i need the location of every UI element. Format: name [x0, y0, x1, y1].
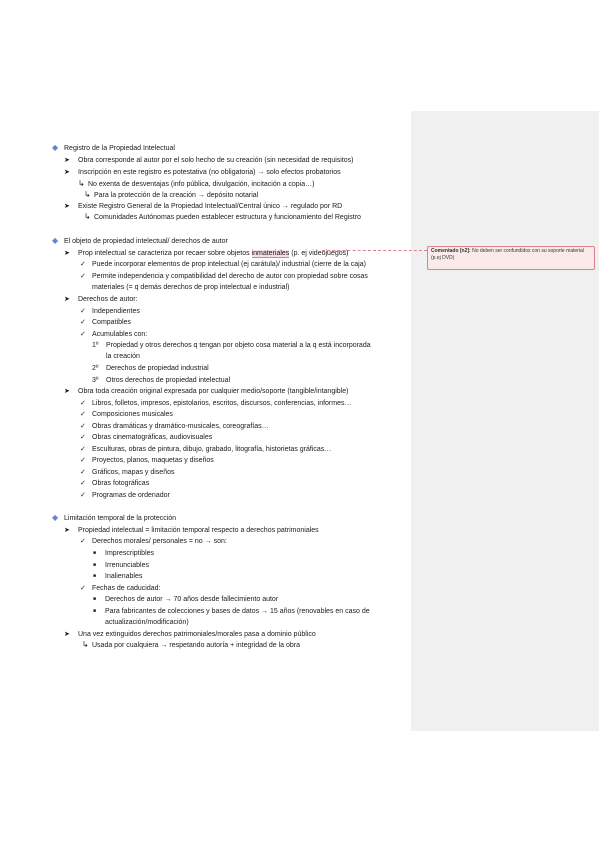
arrowhead-bullet-icon: ➤ — [64, 157, 70, 164]
return-arrow-icon: ↳ — [84, 212, 91, 221]
return-arrow-icon: ↳ — [84, 190, 91, 199]
list-item: Obras dramáticas y dramático-musicales, coreografías… — [92, 423, 269, 430]
checkmark-bullet-icon: ✓ — [80, 261, 86, 268]
list-item: Independientes — [92, 308, 140, 315]
diamond-bullet-icon: ◆ — [52, 236, 59, 245]
list-item: Acumulables con: — [92, 331, 148, 338]
return-arrow-icon: ↳ — [78, 179, 85, 188]
list-item: Composiciones musicales — [92, 411, 173, 418]
list-item: Usada por cualquiera → respetando autoría + integridad de la obra — [92, 642, 300, 649]
checkmark-bullet-icon: ✓ — [80, 331, 86, 338]
checkmark-bullet-icon: ✓ — [80, 423, 86, 430]
list-item: Permite independencia y compatibilidad del derecho de autor con propiedad sobre cosas — [92, 273, 368, 280]
list-item: Libros, folletos, impresos, epistolarios, escritos, discursos, conferencias, informes… — [92, 400, 352, 407]
list-item: Obra toda creación original expresada por cualquier medio/soporte (tangible/intangible) — [78, 388, 349, 395]
section-heading: Registro de la Propiedad Intelectual — [64, 145, 175, 152]
arrowhead-bullet-icon: ➤ — [64, 631, 70, 638]
list-item: Derechos de autor: — [78, 296, 138, 303]
list-item-continuation: actualización/modificación) — [105, 619, 189, 626]
checkmark-bullet-icon: ✓ — [80, 457, 86, 464]
checkmark-bullet-icon: ✓ — [80, 480, 86, 487]
commented-text[interactable]: inmateriales — [251, 250, 290, 257]
list-item: Para la protección de la creación → depósito notarial — [94, 192, 259, 199]
list-item-continuation: materiales (= q demás derechos de prop intelectual e industrial) — [92, 284, 290, 291]
comment-balloon[interactable] — [427, 246, 595, 270]
square-bullet-icon: ■ — [93, 550, 97, 556]
list-item — [78, 249, 348, 258]
list-item: Puede incorporar elementos de prop intelectual (ej carátula)/ industrial (cierre de la caja) — [92, 261, 366, 268]
text-run: Prop intelectual se caracteriza por recaer sobre objetos — [78, 250, 250, 257]
checkmark-bullet-icon: ✓ — [80, 585, 86, 592]
checkmark-bullet-icon: ✓ — [80, 538, 86, 545]
comment-text: No deben ser confundidos con su soporte material (p.ej DVD) — [431, 248, 584, 261]
list-item: Derechos de propiedad industrial — [106, 365, 209, 372]
checkmark-bullet-icon: ✓ — [80, 308, 86, 315]
square-bullet-icon: ■ — [93, 608, 97, 614]
checkmark-bullet-icon: ✓ — [80, 273, 86, 280]
comment-margin-pane — [411, 111, 599, 731]
list-item: Irrenunciables — [105, 562, 149, 569]
checkmark-bullet-icon: ✓ — [80, 492, 86, 499]
list-item: No exenta de desventajas (info pública, divulgación, incitación a copia…) — [88, 181, 315, 188]
ordinal-marker: 1º — [92, 342, 99, 349]
list-item: Fechas de caducidad: — [92, 585, 161, 592]
comment-author: Comentado [n2]: — [431, 248, 471, 254]
list-item: Esculturas, obras de pintura, dibujo, grabado, litografía, historietas gráficas… — [92, 446, 332, 453]
diamond-bullet-icon: ◆ — [52, 143, 59, 152]
checkmark-bullet-icon: ✓ — [80, 411, 86, 418]
list-item: Para fabricantes de colecciones y bases de datos → 15 años (renovables en caso de — [105, 608, 370, 615]
ordinal-marker: 3º — [92, 377, 99, 384]
checkmark-bullet-icon: ✓ — [80, 446, 86, 453]
arrowhead-bullet-icon: ➤ — [64, 296, 70, 303]
list-item: Derechos morales/ personales = no → son: — [92, 538, 227, 545]
list-item: Derechos de autor → 70 años desde fallecimiento autor — [105, 596, 279, 603]
list-item: Compatibles — [92, 319, 131, 326]
square-bullet-icon: ■ — [93, 562, 97, 568]
list-item: Imprescriptibles — [105, 550, 155, 557]
ordinal-marker: 2º — [92, 365, 99, 372]
checkmark-bullet-icon: ✓ — [80, 434, 86, 441]
list-item: Proyectos, planos, maquetas y diseños — [92, 457, 214, 464]
square-bullet-icon: ■ — [93, 596, 97, 602]
list-item: Programas de ordenador — [92, 492, 170, 499]
list-item: Inalienables — [105, 573, 143, 580]
arrowhead-bullet-icon: ➤ — [64, 203, 70, 210]
square-bullet-icon: ■ — [93, 573, 97, 579]
arrowhead-bullet-icon: ➤ — [64, 250, 70, 257]
list-item: Obras cinematográficas, audiovisuales — [92, 434, 213, 441]
list-item: Gráficos, mapas y diseños — [92, 469, 175, 476]
diamond-bullet-icon: ◆ — [52, 513, 59, 522]
list-item: Obras fotográficas — [92, 480, 150, 487]
text-run: (p. ej videojuegos) — [291, 250, 349, 257]
arrowhead-bullet-icon: ➤ — [64, 169, 70, 176]
checkmark-bullet-icon: ✓ — [80, 319, 86, 326]
arrowhead-bullet-icon: ➤ — [64, 527, 70, 534]
list-item: Obra corresponde al autor por el solo hecho de su creación (sin necesidad de requisitos) — [78, 157, 354, 164]
list-item: Otros derechos de propiedad intelectual — [106, 377, 231, 384]
arrowhead-bullet-icon: ➤ — [64, 388, 70, 395]
checkmark-bullet-icon: ✓ — [80, 400, 86, 407]
list-item: Comunidades Autónomas pueden establecer estructura y funcionamiento del Registro — [94, 214, 361, 221]
list-item: Una vez extinguidos derechos patrimoniales/morales pasa a dominio público — [78, 631, 316, 638]
section-heading: El objeto de propiedad intelectual/ derechos de autor — [64, 238, 228, 245]
list-item: Propiedad y otros derechos q tengan por objeto cosa material a la q está incorporada — [106, 342, 371, 349]
checkmark-bullet-icon: ✓ — [80, 469, 86, 476]
section-heading: Limitación temporal de la protección — [64, 515, 177, 522]
return-arrow-icon: ↳ — [82, 640, 89, 649]
list-item-continuation: la creación — [106, 353, 140, 360]
list-item: Propiedad intelectual = limitación temporal respecto a derechos patrimoniales — [78, 527, 319, 534]
list-item: Inscripción en este registro es potestativa (no obligatoria) → solo efectos probatorios — [78, 169, 341, 176]
list-item: Existe Registro General de la Propiedad Intelectual/Central único → regulado por RD — [78, 203, 343, 210]
